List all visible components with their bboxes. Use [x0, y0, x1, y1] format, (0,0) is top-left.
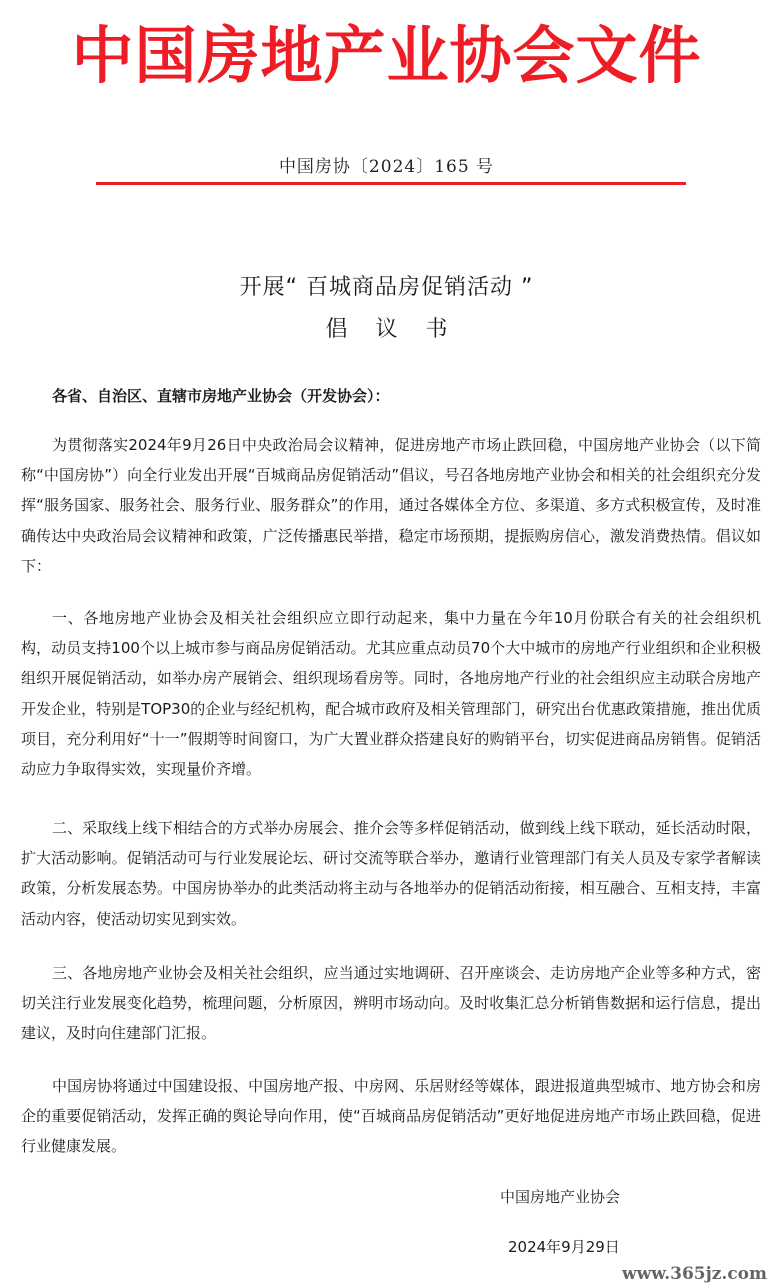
paragraph-item-1: 一、各地房地产业协会及相关社会组织应立即行动起来，集中力量在今年10月份联合有关的社会组织机构，动员支持100个以上城市参与商品房促销活动。尤其应重点动员70个大中城市的房地产行业组织和企业积极组织开展促销活动，如举办房产展销会、组织现场看房等。同时，各地房地产行业的社会组织应主动联合房地产开发企业，特别是TOP30的企业与经纪机构，配合城市政府及相关管理部门，研究出台优惠政策措施，推出优质项目，充分利用好“十一”假期等时间窗口，为广大置业群众搭建良好的购销平台，切实促进商品房销售。促销活动应力争取得实效，实现量价齐增。	[21, 609, 761, 779]
document-number: 中国房协〔2024〕165 号	[278, 157, 495, 177]
signature-date: 2024年9月29日	[508, 1238, 620, 1256]
paragraph-item-3: 三、各地房地产业协会及相关社会组织，应当通过实地调研、召开座谈会、走访房地产企业等多种方式，密切关注行业发展变化趋势，梳理问题，分析原因，辨明市场动向。及时收集汇总分析销售数据和运行信息，提出建议，及时向住建部门汇报。	[21, 964, 761, 1043]
paragraph-item-2: 二、采取线上线下相结合的方式举办房展会、推介会等多样促销活动，做到线上线下联动，延长活动时限，扩大活动影响。促销活动可与行业发展论坛、研讨交流等联合举办，邀请行业管理部门有关人员及专家学者解读政策，分析发展态势。中国房协举办的此类活动将主动与各地举办的促销活动衔接，相互融合、互相支持，丰富活动内容，使活动切实见到实效。	[21, 819, 761, 928]
red-divider-rule	[96, 182, 686, 185]
paragraph-closing: 中国房协将通过中国建设报、中国房地产报、中房网、乐居财经等媒体，跟进报道典型城市、地方协会和房企的重要促销活动，发挥正确的舆论导向作用，使“百城商品房促销活动”更好地促进房地产市场止跌回稳，促进行业健康发展。	[21, 1077, 761, 1156]
document-header-title: 中国房地产业协会文件	[71, 19, 702, 92]
paragraph-intro: 为贯彻落实2024年9月26日中央政治局会议精神，促进房地产市场止跌回稳，中国房地产业协会（以下简称“中国房协”）向全行业发出开展“百城商品房促销活动”倡议，号召各地房地产业协会和相关的社会组织充分发挥“服务国家、服务社会、服务行业、服务群众”的作用，通过各媒体全方位、多渠道、多方式积极宣传，及时准确传达中央政治局会议精神和政策，广泛传播惠民举措，稳定市场预期，提振购房信心，激发消费热情。倡议如下：	[21, 436, 761, 575]
site-watermark: www.365jz.com	[622, 1264, 767, 1284]
signature-organization: 中国房地产业协会	[500, 1188, 621, 1206]
document-title-line1: 开展“ 百城商品房促销活动 ”	[239, 275, 534, 300]
document-title-line2: 倡议书	[325, 317, 476, 342]
salutation: 各省、自治区、直辖市房地产业协会（开发协会）：	[52, 387, 390, 405]
